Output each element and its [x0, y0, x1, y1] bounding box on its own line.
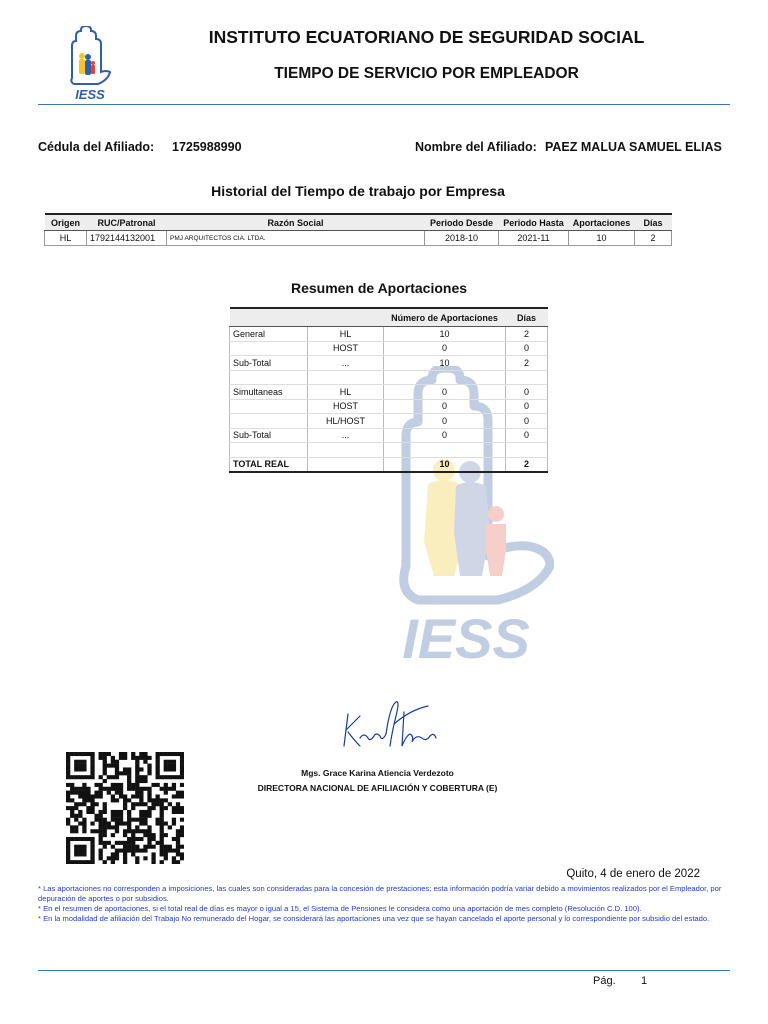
summary-subcategory: HL — [308, 327, 384, 342]
col-origen: Origen — [45, 214, 87, 231]
cell-ruc: 1792144132001 — [87, 231, 167, 246]
watermark-text: IESS — [402, 607, 530, 664]
total-aportaciones: 10 — [384, 457, 506, 472]
history-table — [44, 213, 672, 246]
summary-subcategory: ... — [308, 428, 384, 443]
summary-row — [230, 385, 548, 400]
footnotes — [38, 884, 728, 923]
signer-name: Mgs. Grace Karina Atiencia Verdezoto — [301, 768, 454, 778]
qr-code — [66, 752, 184, 864]
summary-title: Resumen de Aportaciones — [290, 280, 468, 296]
page-label: Pág. — [593, 975, 616, 987]
summary-category — [230, 370, 308, 385]
summary-dias — [506, 443, 548, 458]
logo-text: IESS — [75, 87, 105, 102]
col-dias: Días — [506, 308, 548, 327]
footnote: * Las aportaciones no corresponden a imposiciones, las cuales son consideradas para la concesión de prestaciones; esta información podría variar debido a movimientos realizados por el Empleador, por depuración de aportes o por subsidios. — [38, 884, 722, 903]
affiliate-name-value: PAEZ MALUA SAMUEL ELIAS — [545, 140, 722, 154]
footnote: * En el resumen de aportaciones, si el total real de días es mayor o igual a 15, el Sistema de Pensiones le considera como una aportación de mes completo (Resolución C.D. 100). — [38, 903, 642, 913]
summary-aportaciones: 10 — [384, 327, 506, 342]
summary-aportaciones: 0 — [384, 414, 506, 429]
col-desde: Periodo Desde — [425, 214, 499, 231]
summary-row — [230, 341, 548, 356]
signer-title: DIRECTORA NACIONAL DE AFILIACIÓN Y COBERTURA (E) — [257, 783, 498, 793]
summary-dias: 0 — [506, 385, 548, 400]
summary-category: Simultaneas — [230, 385, 308, 400]
summary-aportaciones — [384, 370, 506, 385]
summary-category: General — [230, 327, 308, 342]
history-header-row — [45, 214, 672, 231]
summary-dias: 0 — [506, 399, 548, 414]
cell-razon: PMJ ARQUITECTOS CIA. LTDA. — [167, 231, 425, 246]
summary-header-row — [230, 308, 548, 327]
summary-row — [230, 356, 548, 371]
place-date: Quito, 4 de enero de 2022 — [566, 868, 700, 880]
summary-subcategory: HL — [308, 385, 384, 400]
summary-table — [229, 307, 548, 473]
cell-dias: 2 — [635, 231, 672, 246]
summary-aportaciones: 0 — [384, 428, 506, 443]
summary-dias: 2 — [506, 327, 548, 342]
col-dias: Días — [635, 214, 672, 231]
summary-category — [230, 341, 308, 356]
col-hasta: Periodo Hasta — [499, 214, 569, 231]
header-divider — [38, 104, 730, 105]
document-title: TIEMPO DE SERVICIO POR EMPLEADOR — [274, 65, 579, 82]
summary-category: Sub-Total — [230, 356, 308, 371]
col-num-aportaciones: Número de Aportaciones — [384, 308, 506, 327]
summary-subcategory: HOST — [308, 399, 384, 414]
page-number: 1 — [641, 975, 648, 987]
history-title: Historial del Tiempo de trabajo por Empresa — [211, 183, 505, 199]
summary-subcategory: HOST — [308, 341, 384, 356]
institution-title: INSTITUTO ECUATORIANO DE SEGURIDAD SOCIAL — [208, 27, 645, 47]
summary-aportaciones: 0 — [384, 341, 506, 356]
table-row — [45, 231, 672, 246]
summary-total-row — [230, 457, 548, 472]
summary-row — [230, 370, 548, 385]
summary-category — [230, 414, 308, 429]
cell-desde: 2018-10 — [425, 231, 499, 246]
summary-category — [230, 443, 308, 458]
summary-aportaciones — [384, 443, 506, 458]
summary-row — [230, 327, 548, 342]
summary-category — [230, 399, 308, 414]
summary-dias: 0 — [506, 341, 548, 356]
affiliate-id-value: 1725988990 — [172, 140, 242, 154]
summary-subcategory — [308, 370, 384, 385]
affiliate-name-label: Nombre del Afiliado: — [415, 140, 537, 154]
summary-aportaciones: 0 — [384, 385, 506, 400]
total-spacer — [308, 457, 384, 472]
summary-subcategory — [308, 443, 384, 458]
summary-category: Sub-Total — [230, 428, 308, 443]
col-aportaciones: Aportaciones — [569, 214, 635, 231]
summary-subcategory: ... — [308, 356, 384, 371]
affiliate-id-label: Cédula del Afiliado: — [38, 140, 155, 154]
summary-row — [230, 414, 548, 429]
cell-origen: HL — [45, 231, 87, 246]
footer-divider — [38, 970, 730, 971]
footnote: * En la modalidad de afiliación del Trabajo No remunerado del Hogar, se considerará las aportaciones una vez que se hayan cancelado el aporte personal y lo correspondiente por subsidio del estado. — [38, 913, 710, 923]
summary-aportaciones: 0 — [384, 399, 506, 414]
summary-dias: 0 — [506, 428, 548, 443]
signature-image — [330, 696, 450, 756]
summary-dias — [506, 370, 548, 385]
summary-row — [230, 399, 548, 414]
cell-hasta: 2021-11 — [499, 231, 569, 246]
cell-aportaciones: 10 — [569, 231, 635, 246]
summary-aportaciones: 10 — [384, 356, 506, 371]
summary-dias: 0 — [506, 414, 548, 429]
total-dias: 2 — [506, 457, 548, 472]
col-ruc: RUC/Patronal — [87, 214, 167, 231]
total-label: TOTAL REAL — [230, 457, 308, 472]
col-razon: Razón Social — [167, 214, 425, 231]
summary-row — [230, 428, 548, 443]
summary-subcategory: HL/HOST — [308, 414, 384, 429]
iess-logo — [62, 26, 118, 102]
summary-row — [230, 443, 548, 458]
summary-dias: 2 — [506, 356, 548, 371]
